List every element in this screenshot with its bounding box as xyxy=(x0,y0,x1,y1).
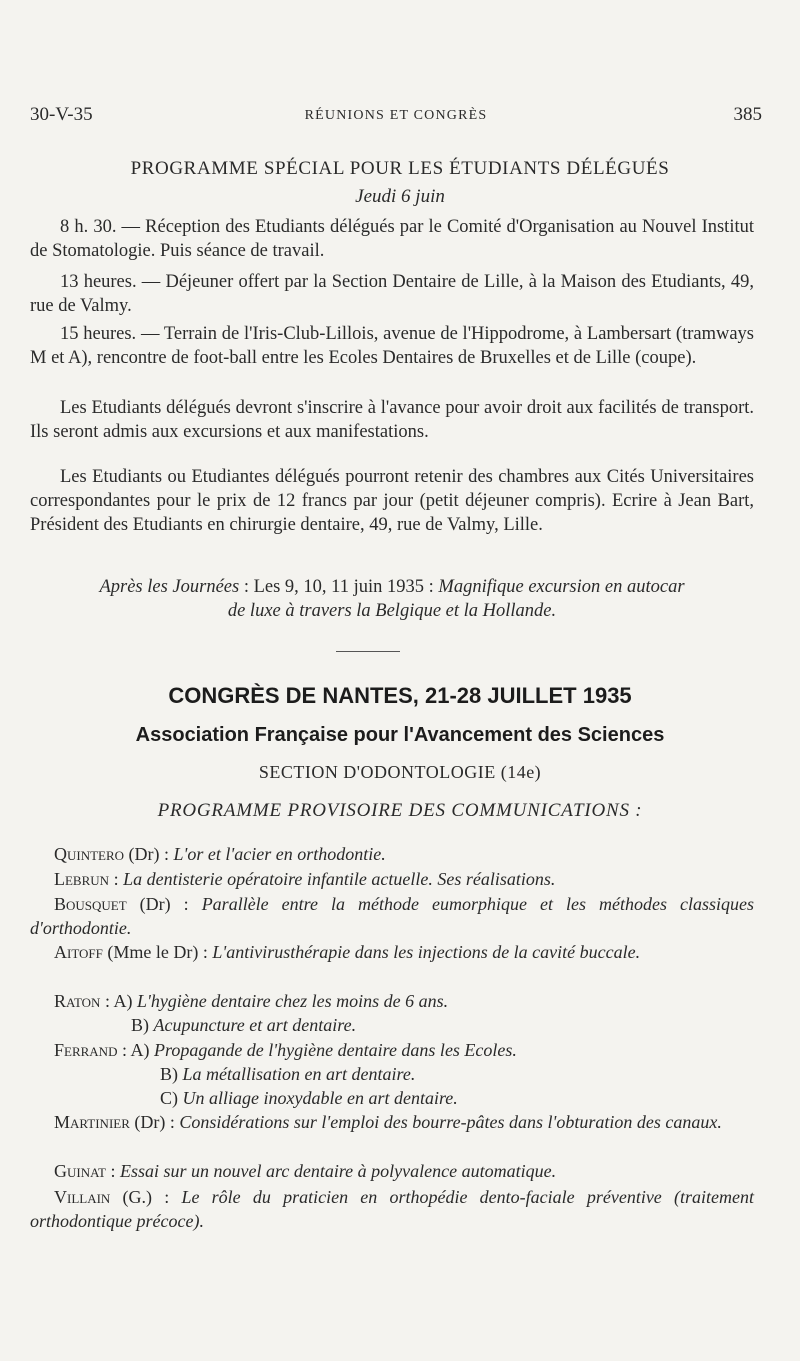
programme-provisoire-title: PROGRAMME PROVISOIRE DES COMMUNICATIONS : xyxy=(157,800,643,821)
paragraph-dejeuner: 13 heures. — Déjeuner offert par la Section Dentaire de Lille, à la Maison des Etudiants, 49, rue de Valmy. xyxy=(30,272,754,317)
entry-bousquet: Bousquet (Dr) : Parallèle entre la méthode eumorphique et les méthodes classiques d'orthodontie. xyxy=(30,894,754,938)
page-number: 385 xyxy=(733,104,762,125)
separator-rule xyxy=(336,651,400,652)
section-title-etudiants: PROGRAMME SPÉCIAL POUR LES ÉTUDIANTS DÉLÉGUÉS xyxy=(130,158,670,179)
excursion-note xyxy=(30,575,754,623)
entry-ferrand-b: B) La métallisation en art dentaire. xyxy=(160,1064,416,1084)
entry-guinat: Guinat : Essai sur un nouvel arc dentaire à polyvalence automatique. xyxy=(54,1161,557,1181)
entry-raton-b: B) Acupuncture et art dentaire. xyxy=(131,1015,357,1035)
apres-label: Après les Journées xyxy=(99,577,240,597)
entry-aitoff: Aitoff (Mme le Dr) : L'antivirusthérapie dans les injections de la cavité buccale. xyxy=(54,942,641,962)
apres-text-2: de luxe à travers la Belgique et la Hollande. xyxy=(227,601,557,622)
association-title: Association Française pour l'Avancement des Sciences xyxy=(135,724,665,746)
day-heading: Jeudi 6 juin xyxy=(355,186,445,207)
entry-ferrand-c: C) Un alliage inoxydable en art dentaire. xyxy=(160,1088,458,1108)
entry-lebrun: Lebrun : La dentisterie opératoire infantile actuelle. Ses réalisations. xyxy=(54,869,556,889)
entry-quintero: Quintero (Dr) : L'or et l'acier en orthodontie. xyxy=(54,844,386,864)
entry-villain: Villain (G.) : Le rôle du praticien en orthopédie dento-faciale préventive (traitement orthodontique précoce). xyxy=(30,1187,754,1231)
entry-raton: Raton : A) L'hygiène dentaire chez les moins de 6 ans. xyxy=(54,991,449,1011)
apres-dates: : Les 9, 10, 11 juin 1935 : xyxy=(239,577,439,597)
congres-title: CONGRÈS DE NANTES, 21-28 JUILLET 1935 xyxy=(168,683,632,708)
entry-martinier: Martinier (Dr) : Considérations sur l'emploi des bourre-pâtes dans l'obturation des canaux. xyxy=(54,1112,722,1132)
entry-ferrand: Ferrand : A) Propagande de l'hygiène dentaire dans les Ecoles. xyxy=(54,1040,517,1060)
header-date: 30-V-35 xyxy=(30,104,93,125)
paragraph-reception: 8 h. 30. — Réception des Etudiants délégués par le Comité d'Organisation au Nouvel Institut de Stomatologie. Puis séance de travail. xyxy=(30,217,754,262)
apres-text-1: Magnifique excursion en autocar xyxy=(438,577,685,597)
paragraph-inscription: Les Etudiants délégués devront s'inscrire à l'avance pour avoir droit aux facilités de transport. Ils seront admis aux excursions et aux manifestations. xyxy=(30,398,754,443)
section-odontologie: SECTION D'ODONTOLOGIE (14e) xyxy=(258,762,542,782)
running-header xyxy=(30,104,762,130)
header-title: RÉUNIONS ET CONGRÈS xyxy=(304,108,488,123)
paragraph-football: 15 heures. — Terrain de l'Iris-Club-Lillois, avenue de l'Hippodrome, à Lambersart (tramways M et A), rencontre de foot-ball entre les Ecoles Dentaires de Bruxelles et de Lille (coupe). xyxy=(30,324,754,369)
paragraph-chambres: Les Etudiants ou Etudiantes délégués pourront retenir des chambres aux Cités Universitaires correspondantes pour le prix de 12 francs par jour (petit déjeuner compris). Ecrire à Jean Bart, Président des Etudiants en chirurgie dentaire, 49, rue de Valmy, Lille. xyxy=(30,467,754,536)
